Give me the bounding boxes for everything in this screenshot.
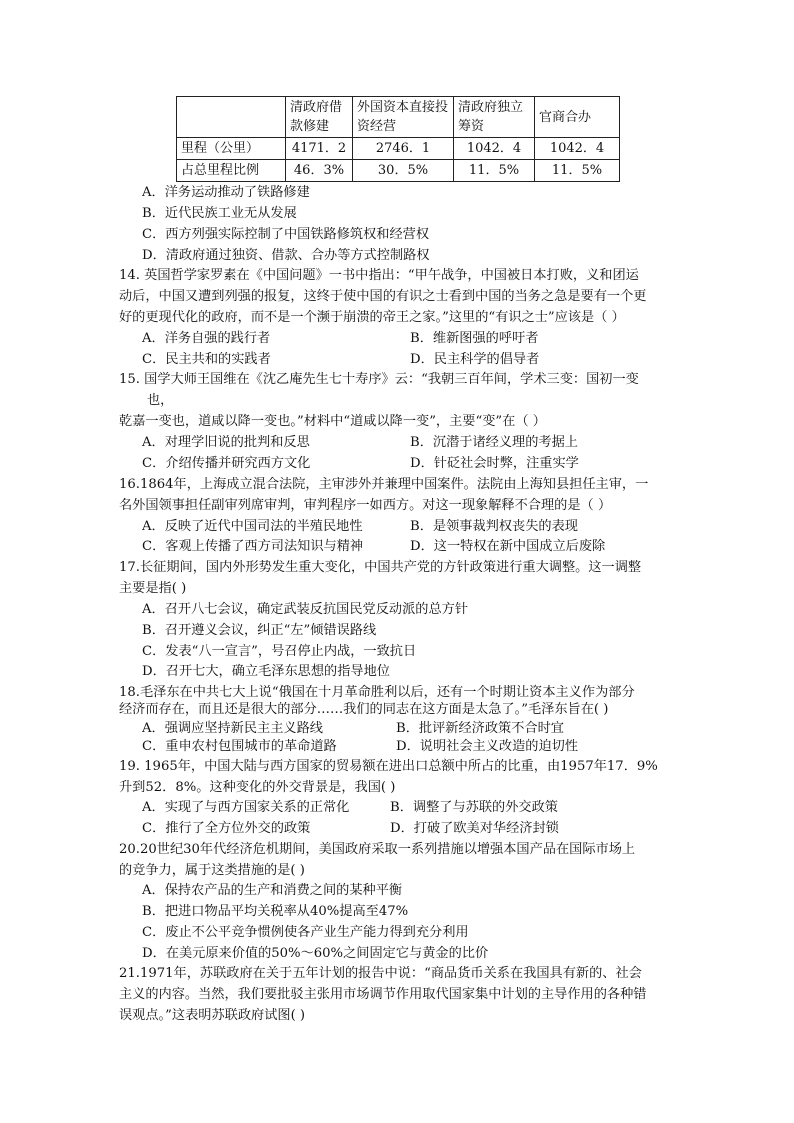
table-row-label: 里程（公里）: [177, 138, 286, 160]
q15-stem-line: 也，: [147, 393, 174, 408]
q16-option-d: D．这一特权在新中国成立后废除: [410, 539, 606, 554]
q18-stem-line: 18.毛泽东在中共七大上说“俄国在十月革命胜利以后，还有一个时期让资本主义作为部分: [119, 685, 635, 700]
q15-option-c: C．介绍传播并研究西方文化: [142, 456, 311, 471]
q16-option-b: B．是领事裁判权丧失的表现: [410, 519, 578, 534]
table-cell: 1042．4: [535, 138, 620, 160]
table-header-row: [177, 97, 620, 138]
q13-option-c: C．西方列强实际控制了中国铁路修筑权和经营权: [142, 227, 430, 242]
q20-option-b: B．把进口物品平均关税率从40%提高至47%: [142, 904, 409, 919]
q16-stem-line: 名外国领事担任副审列席审判，审判程序一如西方。对这一现象解释不合理的是（ ）: [119, 498, 612, 513]
q17-option-b: B．召开遵义会议，纠正“左”倾错误路线: [142, 623, 377, 638]
table-header-cell: [177, 97, 286, 138]
table-header-cell: 清政府借款修建: [286, 97, 353, 138]
q14-option-a: A．洋务自强的践行者: [142, 331, 271, 346]
q16-option-c: C．客观上传播了西方司法知识与精神: [142, 539, 364, 554]
q19-option-d: D．打破了欧美对华经济封锁: [390, 821, 559, 836]
q18-option-a: A．强调应坚持新民主主义路线: [142, 721, 323, 736]
q14-option-d: D．民主科学的倡导者: [410, 352, 540, 367]
table-cell: 2746．1: [353, 138, 454, 160]
q17-option-c: C．发表“八一宣言”，号召停止内战，一致抗日: [142, 644, 417, 659]
q15-stem-line: 15. 国学大师王国维在《沈乙庵先生七十寿序》云：“我朝三百年间，学术三变：国初一变: [119, 372, 639, 387]
q21-stem-line: 21.1971年，苏联政府在关于五年计划的报告中说：“商品货币关系在我国具有新的、社会: [119, 966, 642, 981]
table-header-cell: 清政府独立筹资: [454, 97, 535, 138]
q13-option-a: A．洋务运动推动了铁路修建: [142, 185, 310, 200]
q14-stem-line: 动后，中国又遭到列强的报复，这终于使中国的有识之士看到中国的当务之急是要有一个更: [119, 289, 647, 304]
q15-stem-line: 乾嘉一变也，道咸以降一变也。”材料中“道咸以降一变”，主要“变”在（ ）: [119, 414, 546, 429]
table-cell: 30．5%: [353, 160, 454, 182]
q17-option-d: D．召开七大，确立毛泽东思想的指导地位: [142, 664, 390, 679]
table-cell: 11．5%: [535, 160, 620, 182]
q19-stem-line: 19. 1965年，中国大陆与西方国家的贸易额在进出口总额中所占的比重，由1957年17．9%: [119, 759, 658, 774]
q18-option-d: D．说明社会主义改造的迫切性: [396, 739, 579, 754]
q14-stem-line: 14. 英国哲学家罗素在《中国问题》一书中指出：“甲午战争，中国被日本打败，义和团运: [119, 268, 639, 283]
q19-option-c: C．推行了全方位外交的政策: [142, 821, 311, 836]
table-header-cell: 外国资本直接投资经营: [353, 97, 454, 138]
table-cell: 1042．4: [454, 138, 535, 160]
q18-stem-line: 经济而存在，而且还是很大的部分……我们的同志在这方面是太急了。”毛泽东旨在( ): [119, 702, 609, 717]
railway-table: [176, 96, 620, 182]
q19-option-b: B．调整了与苏联的外交政策: [390, 800, 558, 815]
table-row-label: 占总里程比例: [177, 160, 286, 182]
q15-option-d: D．针砭社会时弊，注重实学: [410, 456, 579, 471]
q17-option-a: A．召开八七会议，确定武装反抗国民党反动派的总方针: [142, 602, 469, 617]
q21-stem-line: 主义的内容。当然，我们要批驳主张用市场调节作用取代国家集中计划的主导作用的各种错: [119, 987, 647, 1002]
q19-stem-line: 升到52．8%。这种变化的外交背景是，我国( ): [119, 780, 396, 795]
q16-option-a: A．反映了近代中国司法的半殖民地性: [142, 519, 363, 534]
q20-stem-line: 20.20世纪30年代经济危机期间，美国政府采取一系列措施以增强本国产品在国际市场上: [119, 842, 636, 857]
q19-option-a: A．实现了与西方国家关系的正常化: [142, 800, 350, 815]
q21-stem-line: 误观点。”这表明苏联政府试图( ): [119, 1008, 306, 1023]
q17-stem-line: 17.长征期间，国内外形势发生重大变化，中国共产党的方针政策进行重大调整。这一调整: [119, 560, 642, 575]
q17-stem-line: 主要是指( ): [119, 581, 187, 596]
q15-option-a: A．对理学旧说的批判和反思: [142, 435, 310, 450]
q20-option-d: D．在美元原来价值的50%～60%之间固定它与黄金的比价: [142, 946, 489, 961]
q20-option-a: A．保持农产品的生产和消费之间的某种平衡: [142, 883, 403, 898]
q18-option-c: C．重申农村包围城市的革命道路: [142, 739, 337, 754]
table-cell: 46．3%: [286, 160, 353, 182]
table-cell: 4171．2: [286, 138, 353, 160]
q20-stem-line: 的竞争力，属于这类措施的是( ): [119, 863, 305, 878]
q14-option-c: C．民主共和的实践者: [142, 352, 271, 367]
q20-option-c: C．废止不公平竞争惯例使各产业生产能力得到充分利用: [142, 925, 469, 940]
q13-option-b: B．近代民族工业无从发展: [142, 206, 297, 221]
q13-option-d: D．清政府通过独资、借款、合办等方式控制路权: [142, 248, 430, 263]
q15-option-b: B．沉潜于诸经义理的考据上: [410, 435, 578, 450]
table-header-cell: 官商合办: [535, 97, 620, 138]
table-row: [177, 138, 620, 160]
q14-option-b: B．维新图强的呼吁者: [410, 331, 539, 346]
table-row: [177, 160, 620, 182]
q18-option-b: B．批评新经济政策不合时宜: [396, 721, 564, 736]
q16-stem-line: 16.1864年，上海成立混合法院，主审涉外并兼理中国案件。法院由上海知县担任主审，一: [119, 477, 649, 492]
table-cell: 11．5%: [454, 160, 535, 182]
q14-stem-line: 好的更现代化的政府，而不是一个濒于崩溃的帝王之家。”这里的“有识之士”应该是（ ）: [119, 310, 625, 325]
